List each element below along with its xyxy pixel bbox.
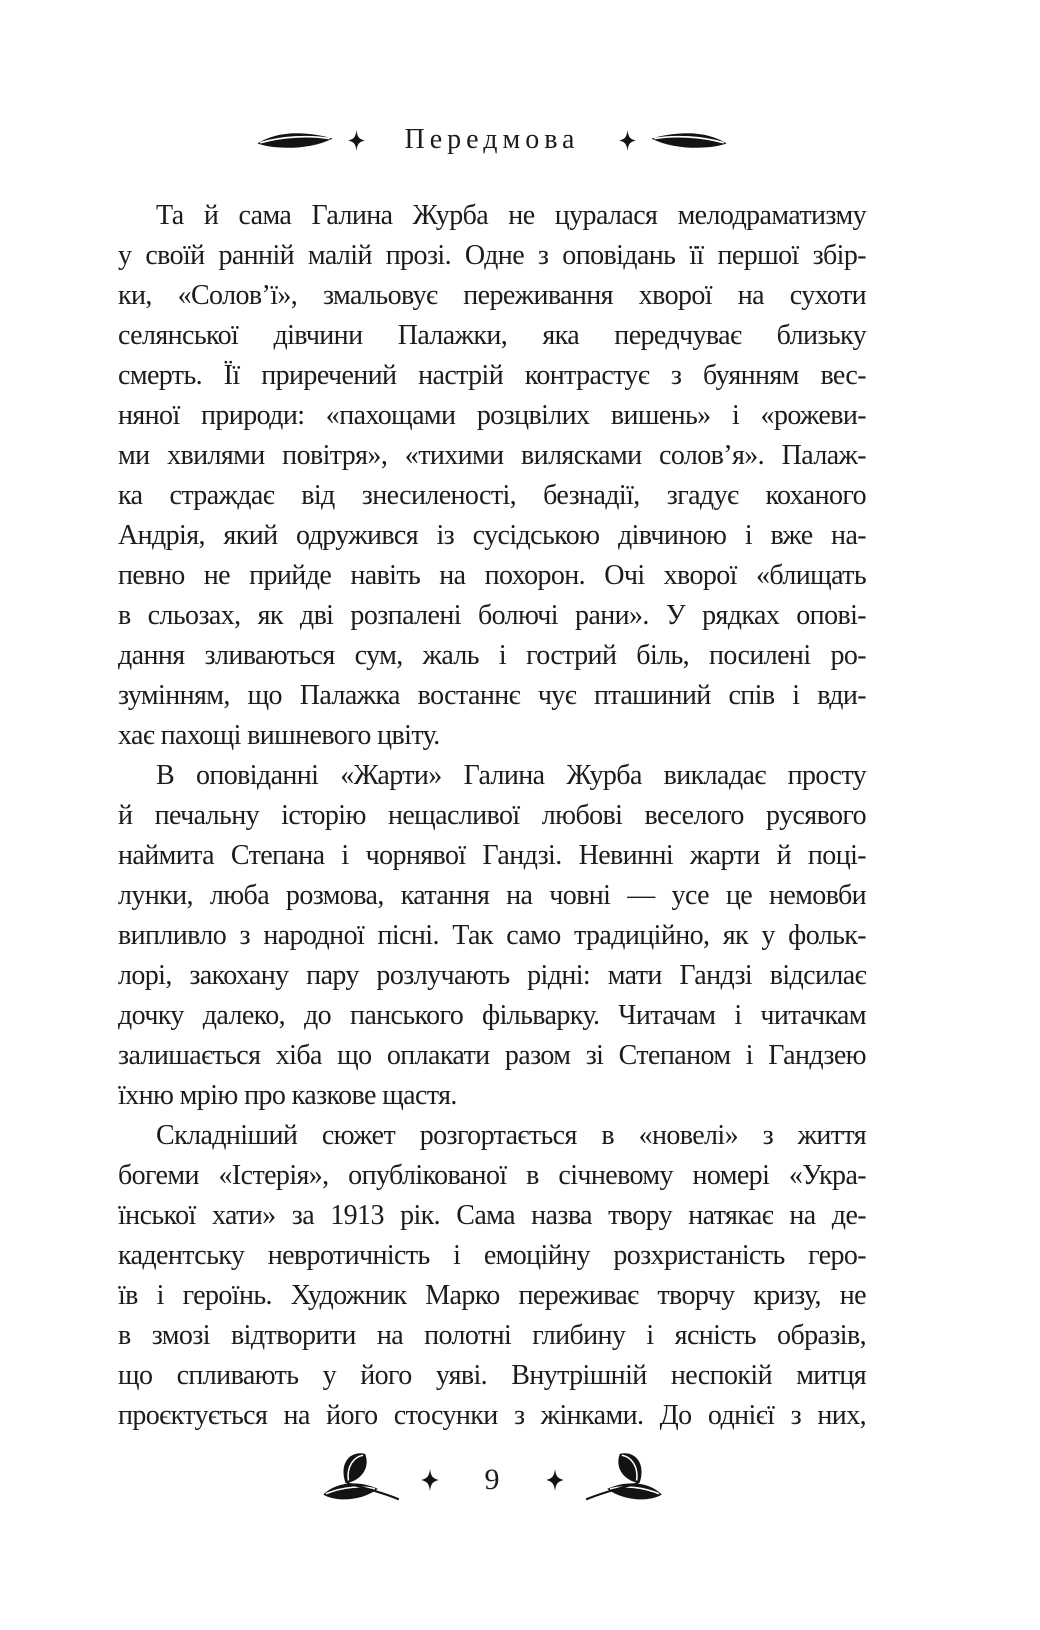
text-line: випливло з народної пісні. Так само традиційно, як у фольк- [118, 920, 866, 951]
text-line: кадентську невротичність і емоційну розхристаність геро- [118, 1240, 866, 1271]
paragraph [118, 1116, 866, 1436]
four-pointed-star-icon [421, 1468, 439, 1492]
text-line: наймита Степана і чорнявої Гандзі. Невинні жарти й поці- [118, 840, 866, 871]
running-head [118, 116, 866, 164]
leaf-sprig-icon [582, 1448, 666, 1513]
leaf-sprig-icon [319, 1448, 403, 1513]
text-line: ка страждає від знесиленості, безнадії, згадує коханого [118, 480, 866, 511]
four-pointed-star-icon [619, 130, 636, 151]
text-line: проєктується на його стосунки з жінками. До однієї з них, [118, 1400, 866, 1431]
text-line: у своїй ранній малій прозі. Одне з оповідань її першої збір- [118, 240, 866, 271]
text-line: селянської дівчини Палажки, яка передчуває близьку [118, 320, 866, 351]
text-line: що спливають у його уяві. Внутрішній неспокій митця [118, 1360, 866, 1391]
text-line: в змозі відтворити на полотні глибину і ясність образів, [118, 1320, 866, 1351]
text-line: няної природи: «пахощами розцвілих вишень» і «рожеви- [118, 400, 866, 431]
text-line: в сльозах, як дві розпалені болючі рани». У рядках опові- [118, 600, 866, 631]
leaf-flourish-icon [650, 129, 728, 151]
text-line: хає пахощі вишневого цвіту. [118, 720, 440, 751]
text-line: ки, «Солов’ї», змальовує переживання хворої на сухоти [118, 280, 866, 311]
text-line: певно не прийде навіть на похорон. Очі хворої «блищать [118, 560, 866, 591]
text-line: їв і героїнь. Художник Марко переживає творчу кризу, не [118, 1280, 866, 1311]
text-line: дання зливаються сум, жаль і гострий біль, посилені ро- [118, 640, 866, 671]
text-line: Та й сама Галина Журба не цуралася мелодраматизму [156, 200, 866, 231]
text-line: їхню мрію про казкове щастя. [118, 1080, 457, 1111]
chapter-title: Передмова [404, 124, 580, 155]
text-line: лунки, люба розмова, катання на човні — усе це немовби [118, 880, 866, 911]
text-line: лорі, закохану пару розлучають рідні: мати Гандзі відсилає [118, 960, 866, 991]
four-pointed-star-icon [546, 1468, 564, 1492]
text-line: смерть. Її приречений настрій контрастує з буянням вес- [118, 360, 866, 391]
text-line: дочку далеко, до панського фільварку. Читачам і читачкам [118, 1000, 866, 1031]
text-line: ми хвилями повітря», «тихими вилясками солов’я». Палаж- [118, 440, 866, 471]
text-line: їнської хати» за 1913 рік. Сама назва твору натякає на де- [118, 1200, 866, 1231]
text-line: зумінням, що Палажка востаннє чує пташиний спів і вди- [118, 680, 866, 711]
paragraph [118, 196, 866, 756]
page-number: 9 [484, 1463, 500, 1496]
four-pointed-star-icon [348, 130, 365, 151]
text-line: й печальну історію нещасливої любові веселого русявого [118, 800, 866, 831]
body-text [118, 196, 866, 1436]
leaf-flourish-icon [256, 129, 334, 151]
text-line: В оповіданні «Жарти» Галина Журба викладає просту [156, 760, 866, 791]
text-line: залишається хіба що оплакати разом зі Степаном і Гандзею [118, 1040, 866, 1071]
text-line: Андрія, який одружився із сусідською дівчиною і вже на- [118, 520, 866, 551]
text-line: Складніший сюжет розгортається в «новелі» з життя [156, 1120, 866, 1151]
paragraph [118, 756, 866, 1116]
page-footer [118, 1442, 866, 1518]
text-line: богеми «Істерія», опублікованої в січневому номері «Укра- [118, 1160, 866, 1191]
